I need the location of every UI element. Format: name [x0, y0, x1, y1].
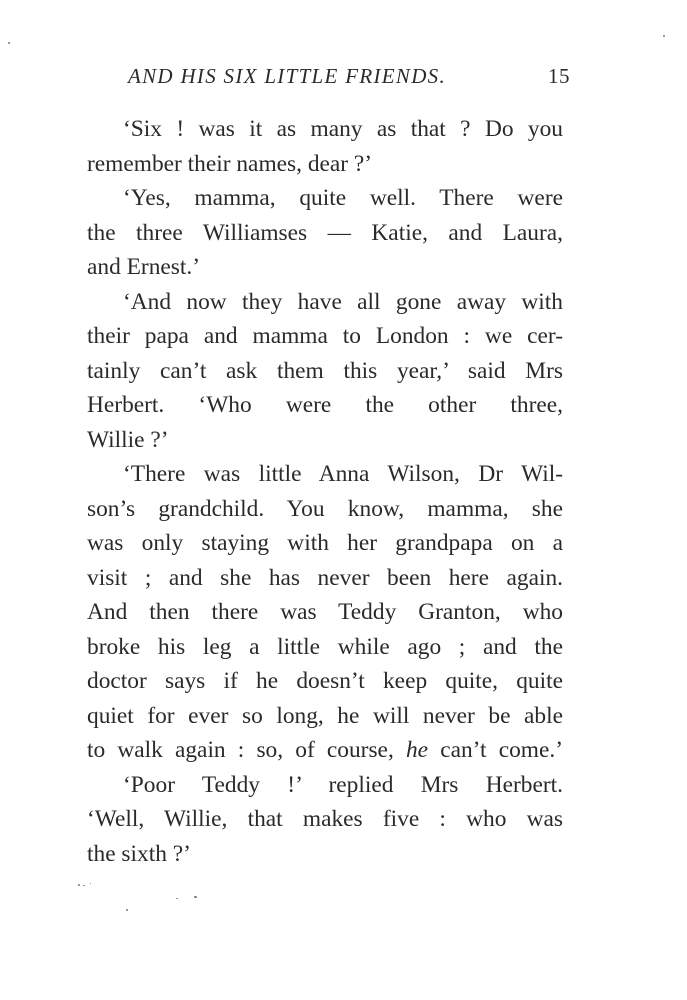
- running-title: AND HIS SIX LITTLE FRIENDS.: [128, 64, 447, 88]
- text-line: was only staying with her grandpapa on a: [87, 530, 563, 556]
- speck: [176, 898, 178, 899]
- text-line: And then there was Teddy Granton, who: [87, 599, 563, 625]
- text-segment: can’t come.’: [440, 737, 563, 763]
- speck: [83, 885, 85, 886]
- text-line: Herbert. ‘Who were the other three,: [87, 392, 563, 418]
- body-text: [87, 112, 563, 871]
- text-line: remember their names, dear ?’: [87, 150, 373, 177]
- speck: [8, 42, 10, 44]
- speck: [90, 883, 91, 884]
- text-line: ‘Poor Teddy !’ replied Mrs Herbert.: [123, 771, 563, 798]
- text-line: tainly can’t ask them this year,’ said Mrs: [87, 357, 563, 384]
- running-head: [128, 60, 576, 92]
- text-line: broke his leg a little while ago ; and the: [87, 633, 563, 660]
- text-line: ‘Yes, mamma, quite well. There were: [123, 185, 563, 211]
- speck: [663, 35, 665, 37]
- text-line: quiet for ever so long, he will never be able: [87, 702, 563, 729]
- speck: [126, 909, 128, 911]
- text-segment: to walk again : so, of course,: [87, 737, 394, 763]
- page-number: 15: [548, 64, 570, 88]
- text-line: ‘Well, Willie, that makes five : who was: [87, 806, 563, 832]
- text-line: their papa and mamma to London : we cer-: [87, 323, 563, 349]
- text-line: Willie ?’: [87, 426, 169, 453]
- text-line: ‘Six ! was it as many as that ? Do you: [123, 116, 563, 142]
- text-line: ‘There was little Anna Wilson, Dr Wil-: [123, 461, 563, 487]
- speck: [194, 896, 197, 898]
- text-line: ‘And now they have all gone away with: [123, 288, 563, 315]
- text-line: son’s grandchild. You know, mamma, she: [87, 495, 563, 522]
- text-line: and Ernest.’: [87, 254, 201, 280]
- text-line: the three Williamses — Katie, and Laura,: [87, 219, 563, 246]
- text-line: visit ; and she has never been here again.: [87, 564, 563, 591]
- text-line: the sixth ?’: [87, 840, 191, 867]
- text-line: doctor says if he doesn’t keep quite, quite: [87, 668, 563, 694]
- italic-word: he: [405, 737, 429, 763]
- text-line-with-italic: [87, 733, 563, 768]
- speck: [78, 884, 80, 886]
